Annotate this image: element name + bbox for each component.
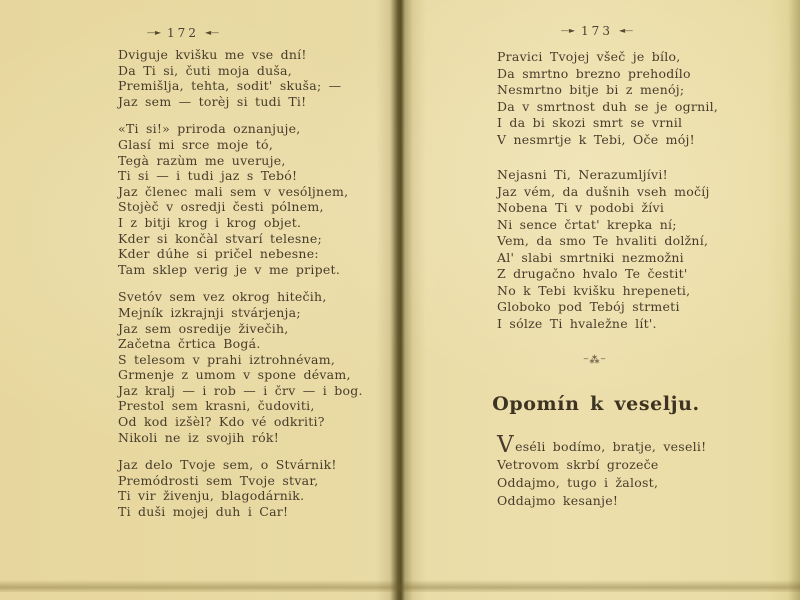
poem-line: Pravici Tvojej všeč je bílo,	[497, 49, 681, 64]
poem-line: Svetóv sem vez okrog hitečih,	[118, 289, 327, 305]
poem-line: Glasí mi srce moje tó,	[118, 136, 274, 152]
section-divider-ornament-icon	[480, 355, 710, 366]
stanza	[497, 167, 782, 332]
divider-dash: ‒	[600, 354, 607, 363]
poem-line: Kder si končàl stvarí telesne;	[118, 230, 322, 246]
poem-line: Ti duši mojej duh i Car!	[118, 504, 289, 520]
poem-line: Al' slabi smrtniki nezmožni	[497, 249, 684, 265]
right-page-header	[522, 24, 672, 38]
poem-line: Jaz členec mali sem v vesóljnem,	[118, 183, 349, 199]
poem-line: Premišlja, tehta, sodit' skuša; —	[118, 78, 342, 94]
poem-line: Nesmrtno bitje bi z menój;	[497, 82, 685, 97]
poem-line: Začetna črtica Bogá.	[118, 336, 261, 352]
header-ornament-icon: —►	[560, 26, 576, 35]
book-gutter-shadow	[376, 0, 426, 600]
poem-line: Oddajmo kesanje!	[497, 493, 619, 508]
poem-line: Dviguje kvišku me vse dní!	[118, 47, 307, 62]
poem-line: Globoko pod Tebój strmeti	[497, 299, 680, 314]
poem-line: «Ti si!» priroda oznanjuje,	[118, 121, 301, 137]
poem-line: Jaz delo Tvoje sem, o Stvárnik!	[118, 457, 337, 473]
drop-cap-initial: V	[497, 432, 515, 458]
stanza	[118, 457, 410, 519]
left-page-poem-text	[118, 47, 410, 532]
poem-line: Jaz sem osredije živečih,	[118, 320, 289, 336]
header-ornament-icon: —►	[146, 28, 162, 37]
poem-line: Jaz kralj — i rob — i črv — i bog.	[118, 382, 363, 398]
poem-line: Nikoli ne iz svojih rók!	[118, 429, 279, 445]
header-ornament-icon: ◄—	[618, 26, 634, 35]
stanza	[118, 47, 410, 109]
poem-line: I sólze Ti hvaležne lít'.	[497, 315, 657, 331]
poem-line: Od kod izšèl? Kdo vé odkriti?	[118, 414, 325, 430]
right-page-number: 173	[581, 24, 613, 38]
opening-stanza-lines	[497, 456, 706, 510]
poem-title: Opomín k veselju.	[492, 393, 700, 415]
poem-line: Prestol sem krasni, čudoviti,	[118, 398, 315, 414]
right-page-poem-text	[497, 49, 782, 351]
poem-line: Jaz vém, da dušnih vseh močíj	[497, 183, 710, 199]
poem-line: Tam sklep verig je v me pripet.	[118, 261, 341, 277]
poem-line: Tegà razùm me uveruje,	[118, 152, 286, 168]
poem-line: No k Tebi kvišku hrepeneti,	[497, 282, 691, 298]
stanza	[497, 49, 782, 148]
stanza	[118, 289, 410, 445]
page-bottom-shadow	[0, 580, 800, 592]
asterism-icon: ⁂	[589, 355, 601, 366]
poem-line: Premódrosti sem Tvoje stvar,	[118, 472, 319, 488]
poem-line: Da smrtno brezno prehodílo	[497, 65, 691, 81]
left-page-header	[108, 26, 258, 40]
divider-dash: ‒	[583, 354, 590, 363]
poem-line	[497, 432, 707, 458]
poem-line: Stojèč v osredji česti pólnem,	[118, 199, 324, 215]
opening-stanza	[497, 432, 707, 510]
poem-line: Nobena Ti v podobi žívi	[497, 200, 665, 215]
left-page-number: 172	[167, 26, 199, 40]
poem-line: Vem, da smo Te hvaliti dolžní,	[497, 233, 709, 248]
poem-line: Da Ti si, čuti moja duša,	[118, 62, 292, 78]
poem-line: Z drugačno hvalo Te čestit'	[497, 266, 688, 281]
poem-line: Ti vir živenju, blagodárnik.	[118, 488, 305, 504]
poem-line: Ti si — i tudi jaz s Tebó!	[118, 168, 298, 184]
poem-line: V nesmrtje k Tebi, Oče mój!	[497, 131, 695, 147]
poem-line: Da v smrtnost duh se je ogrnil,	[497, 98, 719, 114]
page-right-edge-shadow	[788, 0, 800, 600]
poem-line: Grmenje z umom v spone dévam,	[118, 367, 351, 383]
poem-line: Jaz sem — torèj si tudi Ti!	[118, 93, 307, 109]
poem-line: Kder dúhe si pričel nebesne:	[118, 246, 319, 262]
poem-line: Ni sence črtat' krepka ní;	[497, 216, 677, 232]
poem-line: I da bi skozi smrt se vrnil	[497, 115, 683, 130]
first-line-rest: eséli bodímo, bratje, veseli!	[515, 439, 707, 454]
header-ornament-icon: ◄—	[204, 28, 220, 37]
poem-line: Mejník izkrajnji stvárjenja;	[118, 304, 301, 320]
poem-line: Nejasni Ti, Nerazumljívi!	[497, 167, 668, 182]
poem-line: S telesom v prahi iztrohnévam,	[118, 351, 336, 367]
stanza	[118, 121, 410, 277]
poem-line: I z bitji krog i krog objet.	[118, 214, 302, 230]
poem-line: Oddajmo, tugo i žalost,	[497, 475, 659, 490]
poem-line: Vetrovom skrbí grozeče	[497, 457, 659, 472]
